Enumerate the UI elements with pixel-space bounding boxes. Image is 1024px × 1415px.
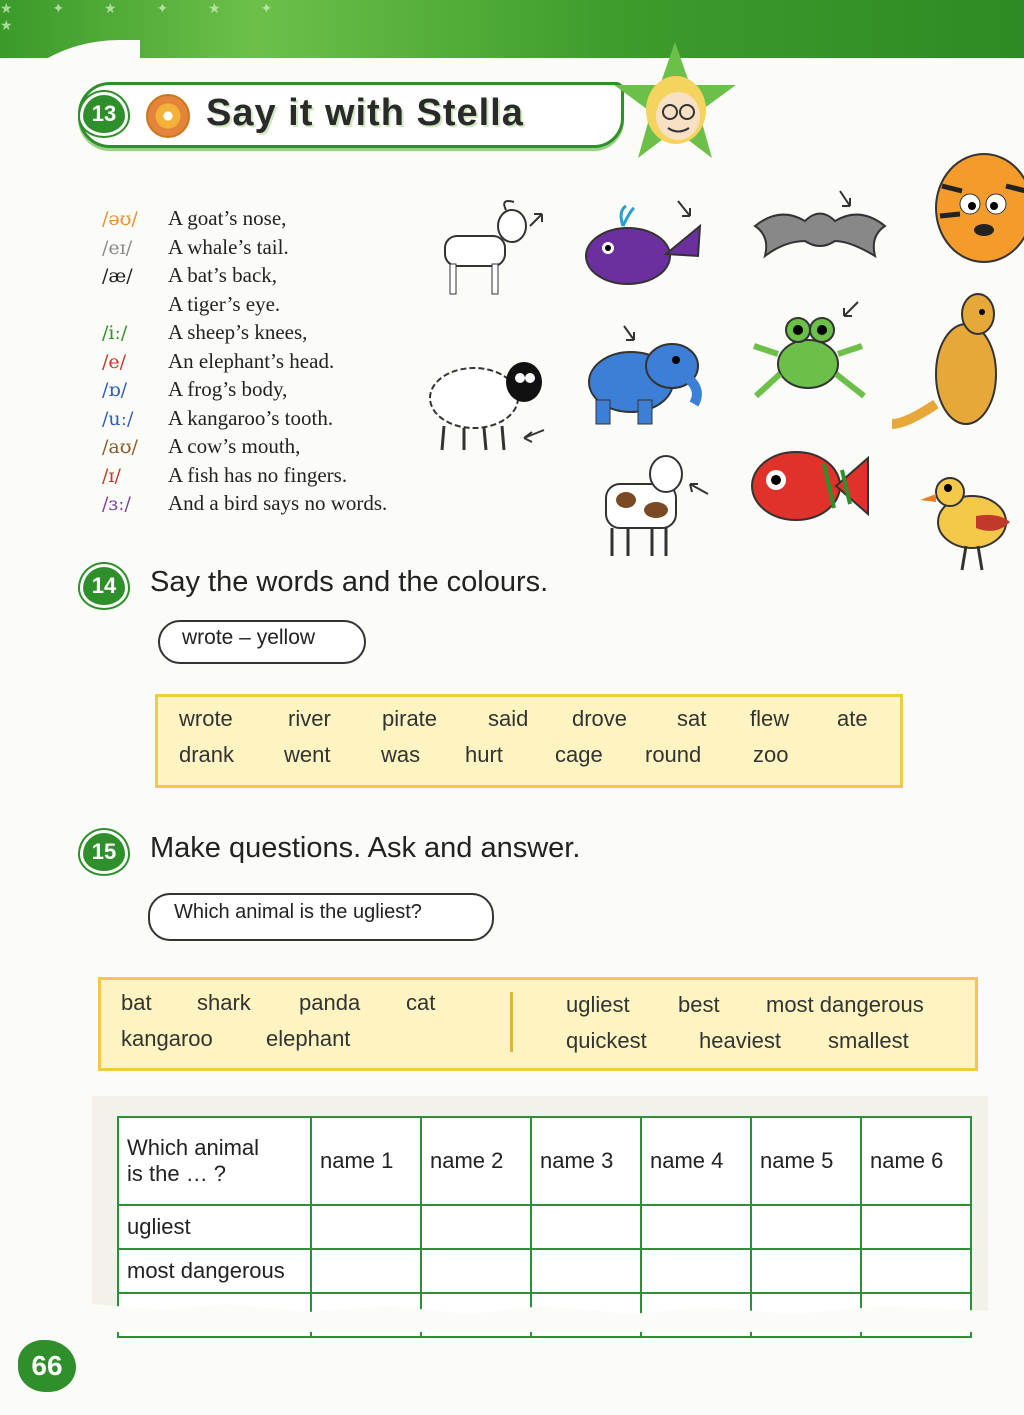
poem-line: A sheep’s knees, [168,320,308,344]
superlative-word: best [678,992,720,1017]
sound-word: zoo [753,742,789,767]
animal-word: panda [299,990,361,1015]
elephant-icon [576,320,708,430]
whale-icon [578,196,708,296]
poem-line: A whale’s tail. [168,235,289,259]
column-header: name 5 [751,1117,861,1205]
tiger-icon [922,146,1024,266]
column-header: name 6 [861,1117,971,1205]
frog-icon [748,300,872,410]
sound-word: drove [572,706,628,731]
table-cell[interactable] [861,1205,971,1249]
poem-line: A frog’s body, [168,377,288,401]
superlative-word: heaviest [699,1028,781,1053]
animal-word: bat [121,990,152,1015]
table-cell[interactable] [531,1205,641,1249]
bat-icon [750,186,890,276]
poem-line: A bat’s back, [168,263,278,287]
table-cell[interactable] [751,1205,861,1249]
animal-word: shark [197,990,251,1015]
sound-word: was [381,742,421,767]
box-divider [510,992,513,1052]
phoneme-symbol: /aʊ/ [102,436,138,458]
sound-word: ate [837,706,868,731]
animal-word: cat [406,990,436,1015]
exercise-14-heading: Say the words and the colours. [150,566,549,598]
poem-line: An elephant’s head. [168,349,335,373]
page-number: 66 [18,1340,76,1392]
row-label: most dangerous [118,1249,311,1293]
sound-word: hurt [465,742,503,767]
corner-line-1: Which animal [127,1135,260,1160]
sound-word: round [645,742,702,767]
example-question: Which animal is the ugliest? [174,901,422,923]
sound-word: flew [750,706,790,731]
superlative-word: quickest [566,1028,647,1053]
phoneme-symbol: /iː/ [102,322,128,344]
goat-icon [430,196,550,306]
table-corner-cell [118,1117,311,1205]
phoneme-symbol: /ɒ/ [102,379,127,401]
cd-audio-icon [146,94,190,138]
sound-word: went [284,742,331,767]
exercise-number-14: 14 [80,564,128,608]
exercise-15-heading: Make questions. Ask and answer. [150,832,581,864]
sound-word: said [488,706,529,731]
poem-line: And a bird says no words. [168,491,388,515]
sound-word: sat [677,706,707,731]
fish-icon [746,444,872,528]
poem-line: A cow’s mouth, [168,434,301,458]
table-cell[interactable] [311,1249,421,1293]
sound-word: river [288,706,331,731]
superlative-word: ugliest [566,992,630,1017]
kangaroo-icon [886,284,1024,444]
sound-word: wrote [179,706,233,731]
superlative-word: smallest [828,1028,909,1053]
table-cell[interactable] [641,1205,751,1249]
animal-word: kangaroo [121,1026,213,1051]
sheep-icon [424,346,548,456]
stella-star-icon [610,40,740,170]
survey-table [117,1116,972,1338]
row-label: ugliest [118,1205,311,1249]
bird-icon [916,466,1016,576]
sound-word: pirate [382,706,438,731]
phoneme-symbol: /eɪ/ [102,237,133,259]
sound-word: drank [179,742,235,767]
column-header: name 4 [641,1117,751,1205]
sound-word: cage [555,742,603,767]
poem-line: A goat’s nose, [168,206,287,230]
superlative-word: most dangerous [766,992,924,1017]
phoneme-symbol: /ɪ/ [102,465,121,487]
cow-icon [596,444,714,562]
column-header: name 3 [531,1117,641,1205]
phoneme-symbol: /e/ [102,351,127,373]
poem-line: A fish has no fingers. [168,463,348,487]
word-box [155,694,903,788]
table-cell[interactable] [751,1249,861,1293]
corner-line-2: is the … ? [127,1161,227,1186]
animal-word: elephant [266,1026,351,1051]
sparkle-decoration: ★ ✦ ★ ✦ ★ ✦ ★ [0,0,291,33]
phoneme-symbol: /uː/ [102,408,134,430]
section-title: Say it with Stella [206,92,524,134]
example-answer: wrote – yellow [182,626,316,649]
table-cell[interactable] [641,1249,751,1293]
poem-line: A kangaroo’s tooth. [168,406,334,430]
phoneme-symbol: /əʊ/ [102,208,138,230]
table-cell[interactable] [531,1249,641,1293]
poem-line: A tiger’s eye. [168,292,281,316]
table-cell[interactable] [421,1249,531,1293]
table-cell[interactable] [861,1249,971,1293]
exercise-number-15: 15 [80,830,128,874]
table-cell[interactable] [421,1205,531,1249]
column-header: name 1 [311,1117,421,1205]
phoneme-symbol: /ɜː/ [102,493,131,515]
column-header: name 2 [421,1117,531,1205]
table-cell[interactable] [311,1205,421,1249]
exercise-number-13: 13 [80,92,128,136]
phoneme-symbol: /æ/ [102,265,133,287]
